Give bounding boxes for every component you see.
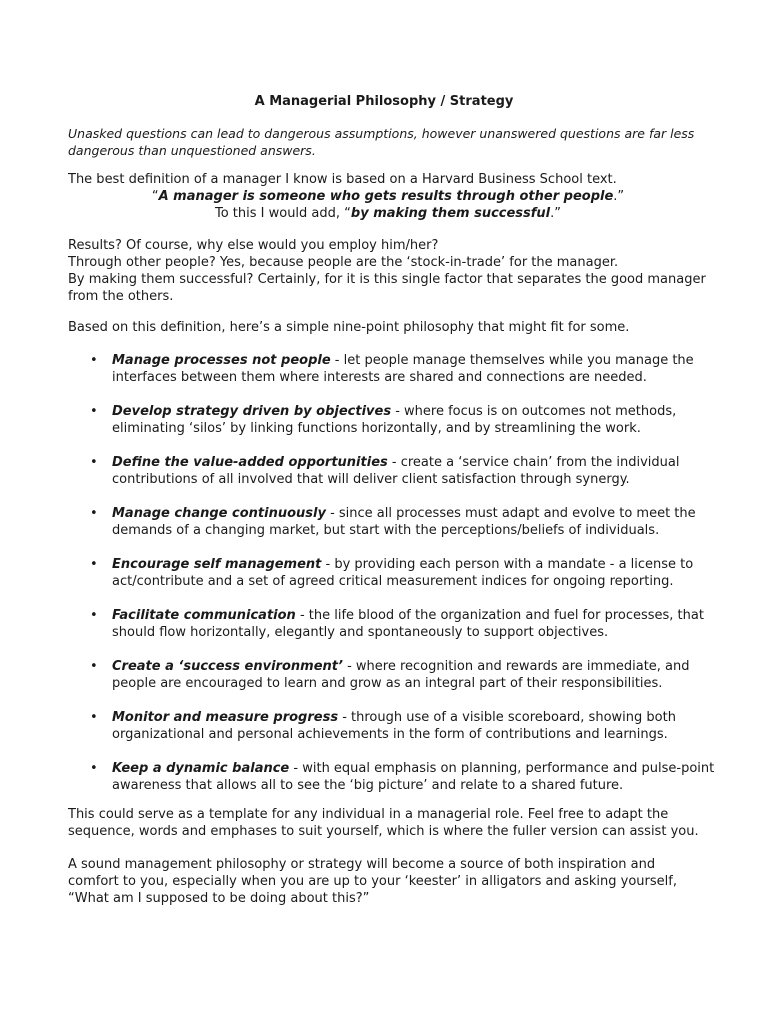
addition-emphasis: by making them successful [350, 206, 551, 221]
list-item [90, 556, 720, 590]
quote-open-mark: “ [151, 189, 159, 204]
based-on-paragraph: Based on this definition, here’s a simple nine-point philosophy that might fit for some. [68, 320, 630, 335]
results-line: Through other people? Yes, because people are the ‘stock-in-trade’ for the manager. [68, 255, 619, 270]
list-item [90, 403, 720, 437]
bullet-icon: • [90, 506, 98, 521]
bullet-icon: • [90, 353, 98, 368]
point-lead: Define the value-added opportunities [112, 455, 388, 470]
bullet-icon: • [90, 455, 98, 470]
point-text: - where recognition and rewards are immediate, and people are encouraged to learn and grow as an integral part of their responsibilities. [112, 659, 690, 691]
point-lead: Manage processes not people [112, 353, 331, 368]
list-item [90, 607, 720, 641]
point-lead: Facilitate communication [112, 608, 296, 623]
point-lead: Develop strategy driven by objectives [112, 404, 392, 419]
list-item [90, 454, 720, 488]
point-text: - where focus is on outcomes not methods, eliminating ‘silos’ by linking functions horizontally, and by streamlining the work. [112, 404, 677, 436]
results-section [68, 237, 708, 305]
bullet-icon: • [90, 608, 98, 623]
point-text: - through use of a visible scoreboard, showing both organizational and personal achievements in the form of contributions and learnings. [112, 710, 676, 742]
document-title: A Managerial Philosophy / Strategy [254, 94, 514, 109]
results-line: Results? Of course, why else would you employ him/her? [68, 238, 439, 253]
quote-close-mark: .” [613, 189, 625, 204]
bullet-icon: • [90, 761, 98, 776]
list-item [90, 352, 720, 386]
point-lead: Manage change continuously [112, 506, 326, 521]
bullet-icon: • [90, 659, 98, 674]
point-lead: Encourage self management [112, 557, 322, 572]
addition-prefix: To this I would add, “ [214, 206, 351, 221]
point-text: - with equal emphasis on planning, performance and pulse-point awareness that allows all to see the ‘big picture’ and relate to a shared future. [112, 761, 715, 793]
addition-close-mark: .” [550, 206, 562, 221]
list-item [90, 709, 720, 743]
definition-quote [68, 188, 708, 205]
bullet-icon: • [90, 557, 98, 572]
results-line: By making them successful? Certainly, for it is this single factor that separates the good manager from the others. [68, 272, 706, 304]
intro-paragraph: Unasked questions can lead to dangerous assumptions, however unanswered questions are far less dangerous than unquestioned answers. [68, 126, 695, 158]
point-text: - let people manage themselves while you manage the interfaces between them where interests are shared and connections are needed. [112, 353, 694, 385]
philosophy-points-list [90, 352, 720, 811]
point-text: - since all processes must adapt and evolve to meet the demands of a changing market, but start with the perceptions/beliefs of individuals. [112, 506, 696, 538]
closing-paragraph-template: This could serve as a template for any individual in a managerial role. Feel free to adapt the sequence, words and emphases to suit yourself, which is where the fuller version can assist you. [68, 807, 699, 839]
point-text: - create a ‘service chain’ from the individual contributions of all involved that will deliver client satisfaction through synergy. [112, 455, 680, 487]
list-item [90, 658, 720, 692]
list-item [90, 505, 720, 539]
list-item [90, 760, 720, 794]
bullet-icon: • [90, 404, 98, 419]
manager-quote: A manager is someone who gets results through other people [158, 189, 614, 204]
bullet-icon: • [90, 710, 98, 725]
definition-line: The best definition of a manager I know is based on a Harvard Business School text. [68, 172, 617, 187]
point-lead: Create a ‘success environment’ [112, 659, 343, 674]
point-text: - by providing each person with a mandate - a license to act/contribute and a set of agreed critical measurement indices for ongoing reporting. [112, 557, 694, 589]
definition-addition [68, 205, 708, 222]
closing-paragraph-philosophy: A sound management philosophy or strategy will become a source of both inspiration and comfort to you, especially when you are up to your ‘keester’ in alligators and asking yourself, “What am I supposed to be doing about this?” [68, 857, 677, 906]
definition-section [68, 171, 708, 222]
point-lead: Monitor and measure progress [112, 710, 339, 725]
point-text: - the life blood of the organization and fuel for processes, that should flow horizontally, elegantly and spontaneously to support objectives. [112, 608, 704, 640]
point-lead: Keep a dynamic balance [112, 761, 290, 776]
